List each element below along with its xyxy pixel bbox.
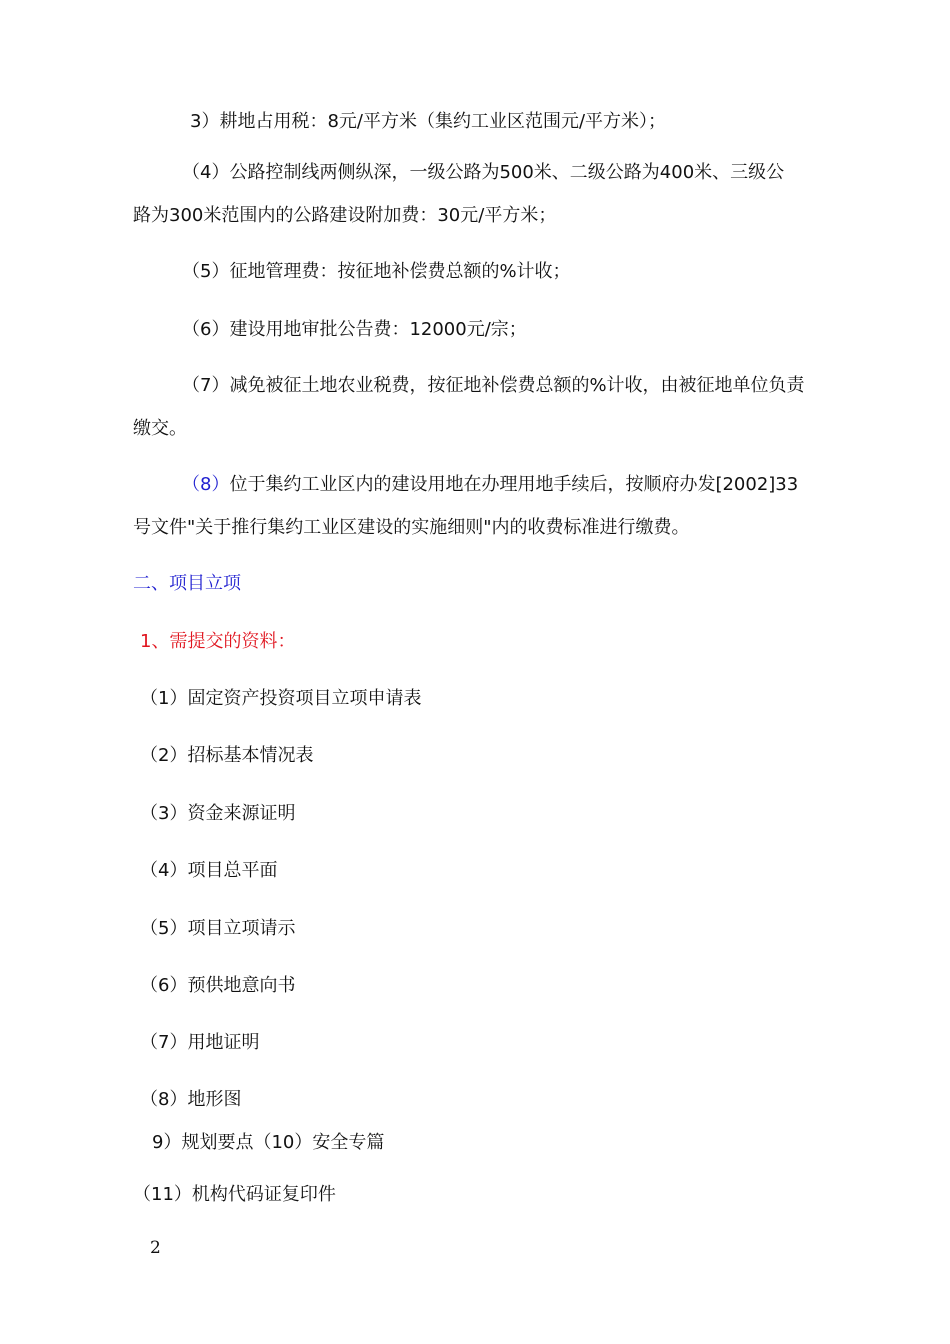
subheading: 1、需提交的资料： [140,631,296,652]
page-number: 2 [150,1238,161,1258]
paragraph-8-number: （8） [182,474,230,495]
paragraph-7-line-1: （7）减免被征土地农业税费，按征地补偿费总额的%计收，由被征地单位负责 [182,375,805,396]
list-item: （2）招标基本情况表 [140,745,314,766]
list-item: （4）项目总平面 [140,860,278,881]
list-item: 9）规划要点（10）安全专篇 [152,1132,385,1153]
paragraph-8-text: 位于集约工业区内的建设用地在办理用地手续后，按顺府办发[2002]33 [229,474,799,495]
paragraph-8-line-2: 号文件"关于推行集约工业区建设的实施细则"内的收费标准进行缴费。 [133,517,690,538]
list-item: （11）机构代码证复印件 [133,1184,336,1205]
list-item: （7）用地证明 [140,1032,260,1053]
list-item: （1）固定资产投资项目立项申请表 [140,688,422,709]
list-item: （6）预供地意向书 [140,975,296,996]
paragraph-6: （6）建设用地审批公告费：12000元/宗； [182,319,527,340]
list-item: （8）地形图 [140,1089,242,1110]
paragraph-5: （5）征地管理费：按征地补偿费总额的%计收； [182,261,571,282]
paragraph-3: 3）耕地占用税：8元/平方米（集约工业区范围元/平方米）； [190,111,667,132]
paragraph-8-line-1 [182,473,798,497]
section-heading: 二、项目立项 [133,573,241,594]
paragraph-4-line-2: 路为300米范围内的公路建设附加费：30元/平方米； [133,205,557,226]
paragraph-4-line-1: （4）公路控制线两侧纵深，一级公路为500米、二级公路为400米、三级公 [182,162,785,183]
list-item: （5）项目立项请示 [140,918,296,939]
paragraph-7-line-2: 缴交。 [133,418,187,439]
list-item: （3）资金来源证明 [140,803,296,824]
